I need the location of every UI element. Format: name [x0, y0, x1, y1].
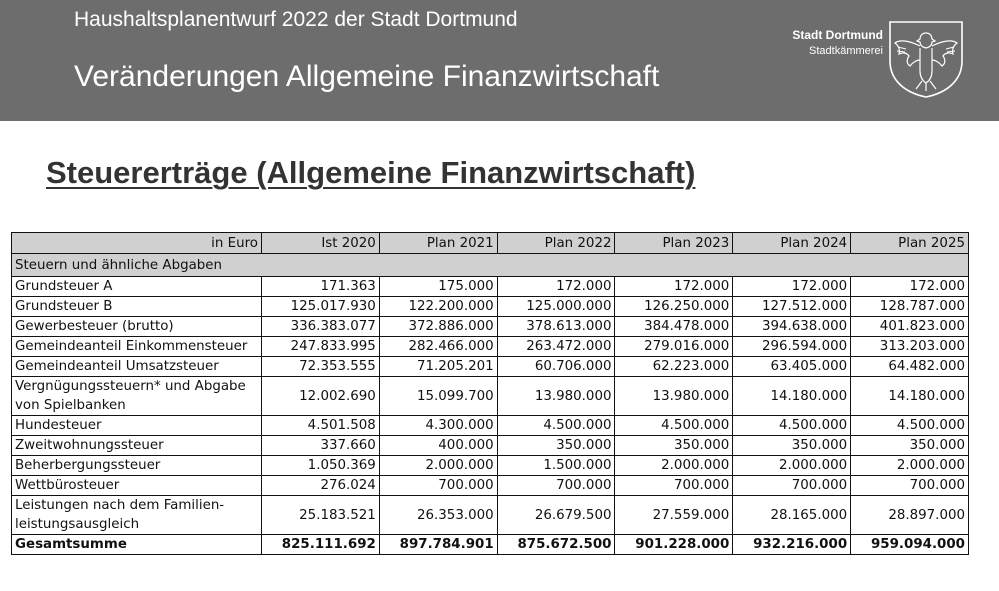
- row-label: Hundesteuer: [12, 416, 262, 436]
- row-value: 172.000: [733, 277, 851, 297]
- row-value: 13.980.000: [497, 377, 615, 416]
- table-row: [12, 337, 969, 357]
- row-value: 171.363: [262, 277, 380, 297]
- row-label: Wettbürosteuer: [12, 476, 262, 496]
- row-value: 4.500.000: [733, 416, 851, 436]
- row-value: 394.638.000: [733, 317, 851, 337]
- table-row: [12, 377, 969, 416]
- row-value: 15.099.700: [379, 377, 497, 416]
- row-label: Grundsteuer B: [12, 297, 262, 317]
- row-value: 122.200.000: [379, 297, 497, 317]
- row-value: 700.000: [615, 476, 733, 496]
- row-value: 2.000.000: [733, 456, 851, 476]
- row-value: 172.000: [615, 277, 733, 297]
- row-value: 825.111.692: [262, 535, 380, 555]
- organization-name: Stadt Dortmund: [792, 28, 883, 42]
- row-value: 897.784.901: [379, 535, 497, 555]
- row-value: 2.000.000: [615, 456, 733, 476]
- row-value: 350.000: [497, 436, 615, 456]
- row-value: 932.216.000: [733, 535, 851, 555]
- organization-unit: Stadtkämmerei: [809, 45, 883, 57]
- column-header-plan-2021: Plan 2021: [379, 233, 497, 254]
- row-value: 263.472.000: [497, 337, 615, 357]
- row-value: 378.613.000: [497, 317, 615, 337]
- row-value: 4.300.000: [379, 416, 497, 436]
- row-label: Beherbergungssteuer: [12, 456, 262, 476]
- column-header-unit: in Euro: [12, 233, 262, 254]
- row-value: 276.024: [262, 476, 380, 496]
- group-row: [12, 254, 969, 277]
- row-value: 700.000: [497, 476, 615, 496]
- table-row: [12, 277, 969, 297]
- row-value: 400.000: [379, 436, 497, 456]
- table-row: [12, 297, 969, 317]
- row-value: 175.000: [379, 277, 497, 297]
- row-value: 401.823.000: [851, 317, 969, 337]
- row-value: 72.353.555: [262, 357, 380, 377]
- row-value: 350.000: [615, 436, 733, 456]
- row-value: 700.000: [379, 476, 497, 496]
- column-header-plan-2025: Plan 2025: [851, 233, 969, 254]
- row-value: 60.706.000: [497, 357, 615, 377]
- tax-revenue-table: [11, 232, 969, 555]
- row-value: 296.594.000: [733, 337, 851, 357]
- group-label: Steuern und ähnliche Abgaben: [12, 254, 969, 277]
- row-value: 700.000: [733, 476, 851, 496]
- row-value: 4.501.508: [262, 416, 380, 436]
- column-header-ist-2020: Ist 2020: [262, 233, 380, 254]
- row-value: 959.094.000: [851, 535, 969, 555]
- row-value: 28.165.000: [733, 496, 851, 535]
- row-label: Gemeindeanteil Umsatzsteuer: [12, 357, 262, 377]
- row-value: 2.000.000: [851, 456, 969, 476]
- row-value: 350.000: [733, 436, 851, 456]
- row-value: 14.180.000: [733, 377, 851, 416]
- row-value: 4.500.000: [851, 416, 969, 436]
- row-label: Leistungen nach dem Familien-leistungsausgleich: [12, 496, 262, 535]
- table-row: [12, 416, 969, 436]
- row-value: 1.050.369: [262, 456, 380, 476]
- row-value: 12.002.690: [262, 377, 380, 416]
- row-value: 282.466.000: [379, 337, 497, 357]
- row-value: 28.897.000: [851, 496, 969, 535]
- table-row: [12, 496, 969, 535]
- row-value: 64.482.000: [851, 357, 969, 377]
- row-value: 247.833.995: [262, 337, 380, 357]
- row-value: 279.016.000: [615, 337, 733, 357]
- section-title: Steuererträge (Allgemeine Finanzwirtschaft): [46, 155, 696, 190]
- row-value: 372.886.000: [379, 317, 497, 337]
- row-value: 875.672.500: [497, 535, 615, 555]
- row-label: Gemeindeanteil Einkommensteuer: [12, 337, 262, 357]
- row-value: 337.660: [262, 436, 380, 456]
- row-value: 700.000: [851, 476, 969, 496]
- row-value: 4.500.000: [615, 416, 733, 436]
- row-value: 384.478.000: [615, 317, 733, 337]
- row-value: 1.500.000: [497, 456, 615, 476]
- column-header-plan-2022: Plan 2022: [497, 233, 615, 254]
- row-value: 63.405.000: [733, 357, 851, 377]
- row-value: 71.205.201: [379, 357, 497, 377]
- row-value: 125.017.930: [262, 297, 380, 317]
- table-row: [12, 456, 969, 476]
- row-value: 14.180.000: [851, 377, 969, 416]
- row-value: 336.383.077: [262, 317, 380, 337]
- total-row: [12, 535, 969, 555]
- row-value: 172.000: [851, 277, 969, 297]
- row-value: 172.000: [497, 277, 615, 297]
- organization-brand: [792, 27, 883, 59]
- table-row: [12, 357, 969, 377]
- row-value: 27.559.000: [615, 496, 733, 535]
- row-value: 125.000.000: [497, 297, 615, 317]
- row-value: 25.183.521: [262, 496, 380, 535]
- row-value: 127.512.000: [733, 297, 851, 317]
- row-value: 313.203.000: [851, 337, 969, 357]
- row-value: 901.228.000: [615, 535, 733, 555]
- row-label: Vergnügungssteuern* und Abgabe von Spielbanken: [12, 377, 262, 416]
- column-header-plan-2024: Plan 2024: [733, 233, 851, 254]
- table-row: [12, 476, 969, 496]
- row-label: Gesamtsumme: [12, 535, 262, 555]
- eagle-crest-icon: [886, 19, 966, 99]
- row-value: 128.787.000: [851, 297, 969, 317]
- row-label: Grundsteuer A: [12, 277, 262, 297]
- table-row: [12, 317, 969, 337]
- row-value: 26.679.500: [497, 496, 615, 535]
- table-header-row: [12, 233, 969, 254]
- header-banner: [0, 0, 999, 121]
- row-label: Gewerbesteuer (brutto): [12, 317, 262, 337]
- row-value: 350.000: [851, 436, 969, 456]
- document-title: Veränderungen Allgemeine Finanzwirtschaft: [74, 60, 660, 93]
- column-header-plan-2023: Plan 2023: [615, 233, 733, 254]
- row-label: Zweitwohnungssteuer: [12, 436, 262, 456]
- row-value: 4.500.000: [497, 416, 615, 436]
- row-value: 26.353.000: [379, 496, 497, 535]
- table-row: [12, 436, 969, 456]
- row-value: 126.250.000: [615, 297, 733, 317]
- row-value: 62.223.000: [615, 357, 733, 377]
- document-subtitle: Haushaltsplanentwurf 2022 der Stadt Dortmund: [74, 8, 518, 31]
- row-value: 2.000.000: [379, 456, 497, 476]
- row-value: 13.980.000: [615, 377, 733, 416]
